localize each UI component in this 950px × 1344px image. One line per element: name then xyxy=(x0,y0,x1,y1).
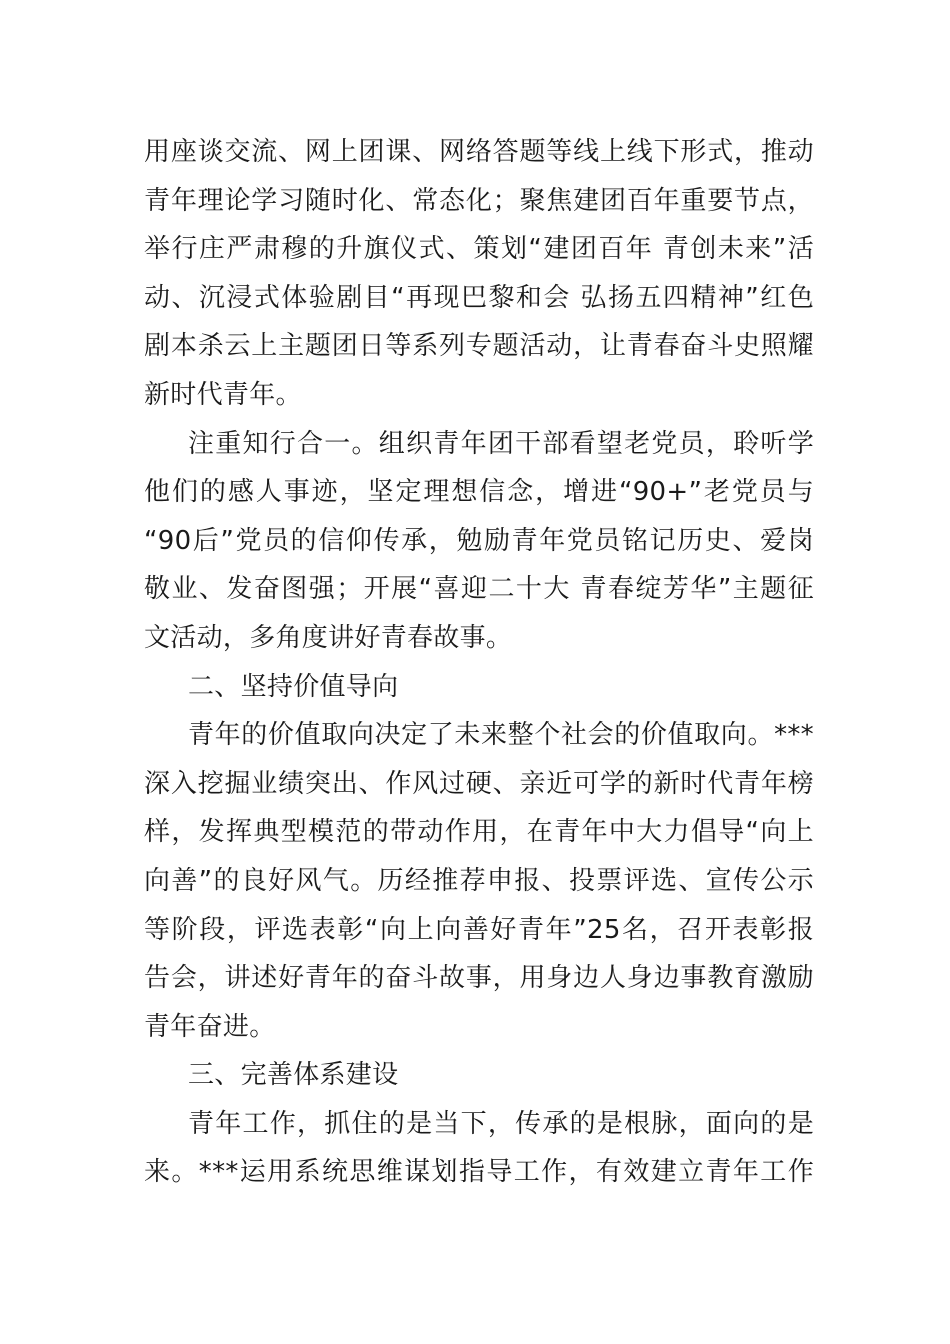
text-line: 二、坚持价值导向 xyxy=(188,671,399,702)
text-line: 青年理论学习随时化、常态化；聚焦建团百年重要节点， xyxy=(144,185,814,216)
text-line: 告会，讲述好青年的奋斗故事，用身边人身边事教育激励 xyxy=(144,963,814,994)
text-line: 青年奋进。 xyxy=(144,1011,276,1042)
text-line: 用座谈交流、网上团课、网络答题等线上线下形式，推动 xyxy=(144,137,814,167)
text-line: 动、沉浸式体验剧目“再现巴黎和会 弘扬五四精神”红色 xyxy=(144,282,814,313)
document-body xyxy=(144,128,814,1197)
text-line: 样，发挥典型模范的带动作用，在青年中大力倡导“向上 xyxy=(144,817,814,848)
text-line: 文活动，多角度讲好青春故事。 xyxy=(144,622,513,653)
text-line: 举行庄严肃穆的升旗仪式、策划“建团百年 青创未来”活 xyxy=(144,234,814,265)
text-line: 敬业、发奋图强；开展“喜迎二十大 青春绽芳华”主题征 xyxy=(144,574,814,605)
text-line: “90后”党员的信仰传承，勉励青年党员铭记历史、爱岗 xyxy=(144,525,814,556)
text-line: 青年的价值取向决定了未来整个社会的价值取向。*** xyxy=(188,720,814,751)
text-line: 青年工作，抓住的是当下，传承的是根脉，面向的是 xyxy=(188,1108,814,1139)
text-line: 注重知行合一。组织青年团干部看望老党员，聆听学 xyxy=(188,428,814,459)
text-line: 等阶段，评选表彰“向上向善好青年”25名，召开表彰报 xyxy=(144,914,814,945)
text-line: 向善”的良好风气。历经推荐申报、投票评选、宣传公示 xyxy=(144,865,814,896)
text-line: 他们的感人事迹，坚定理想信念，增进“90+”老党员与 xyxy=(144,477,814,508)
text-line: 新时代青年。 xyxy=(144,379,302,410)
text-line: 三、完善体系建设 xyxy=(188,1060,399,1091)
text-line: 剧本杀云上主题团日等系列专题活动，让青春奋斗史照耀 xyxy=(144,331,814,362)
text-line: 来。***运用系统思维谋划指导工作，有效建立青年工作 xyxy=(144,1157,814,1188)
text-line: 深入挖掘业绩突出、作风过硬、亲近可学的新时代青年榜 xyxy=(144,768,814,799)
